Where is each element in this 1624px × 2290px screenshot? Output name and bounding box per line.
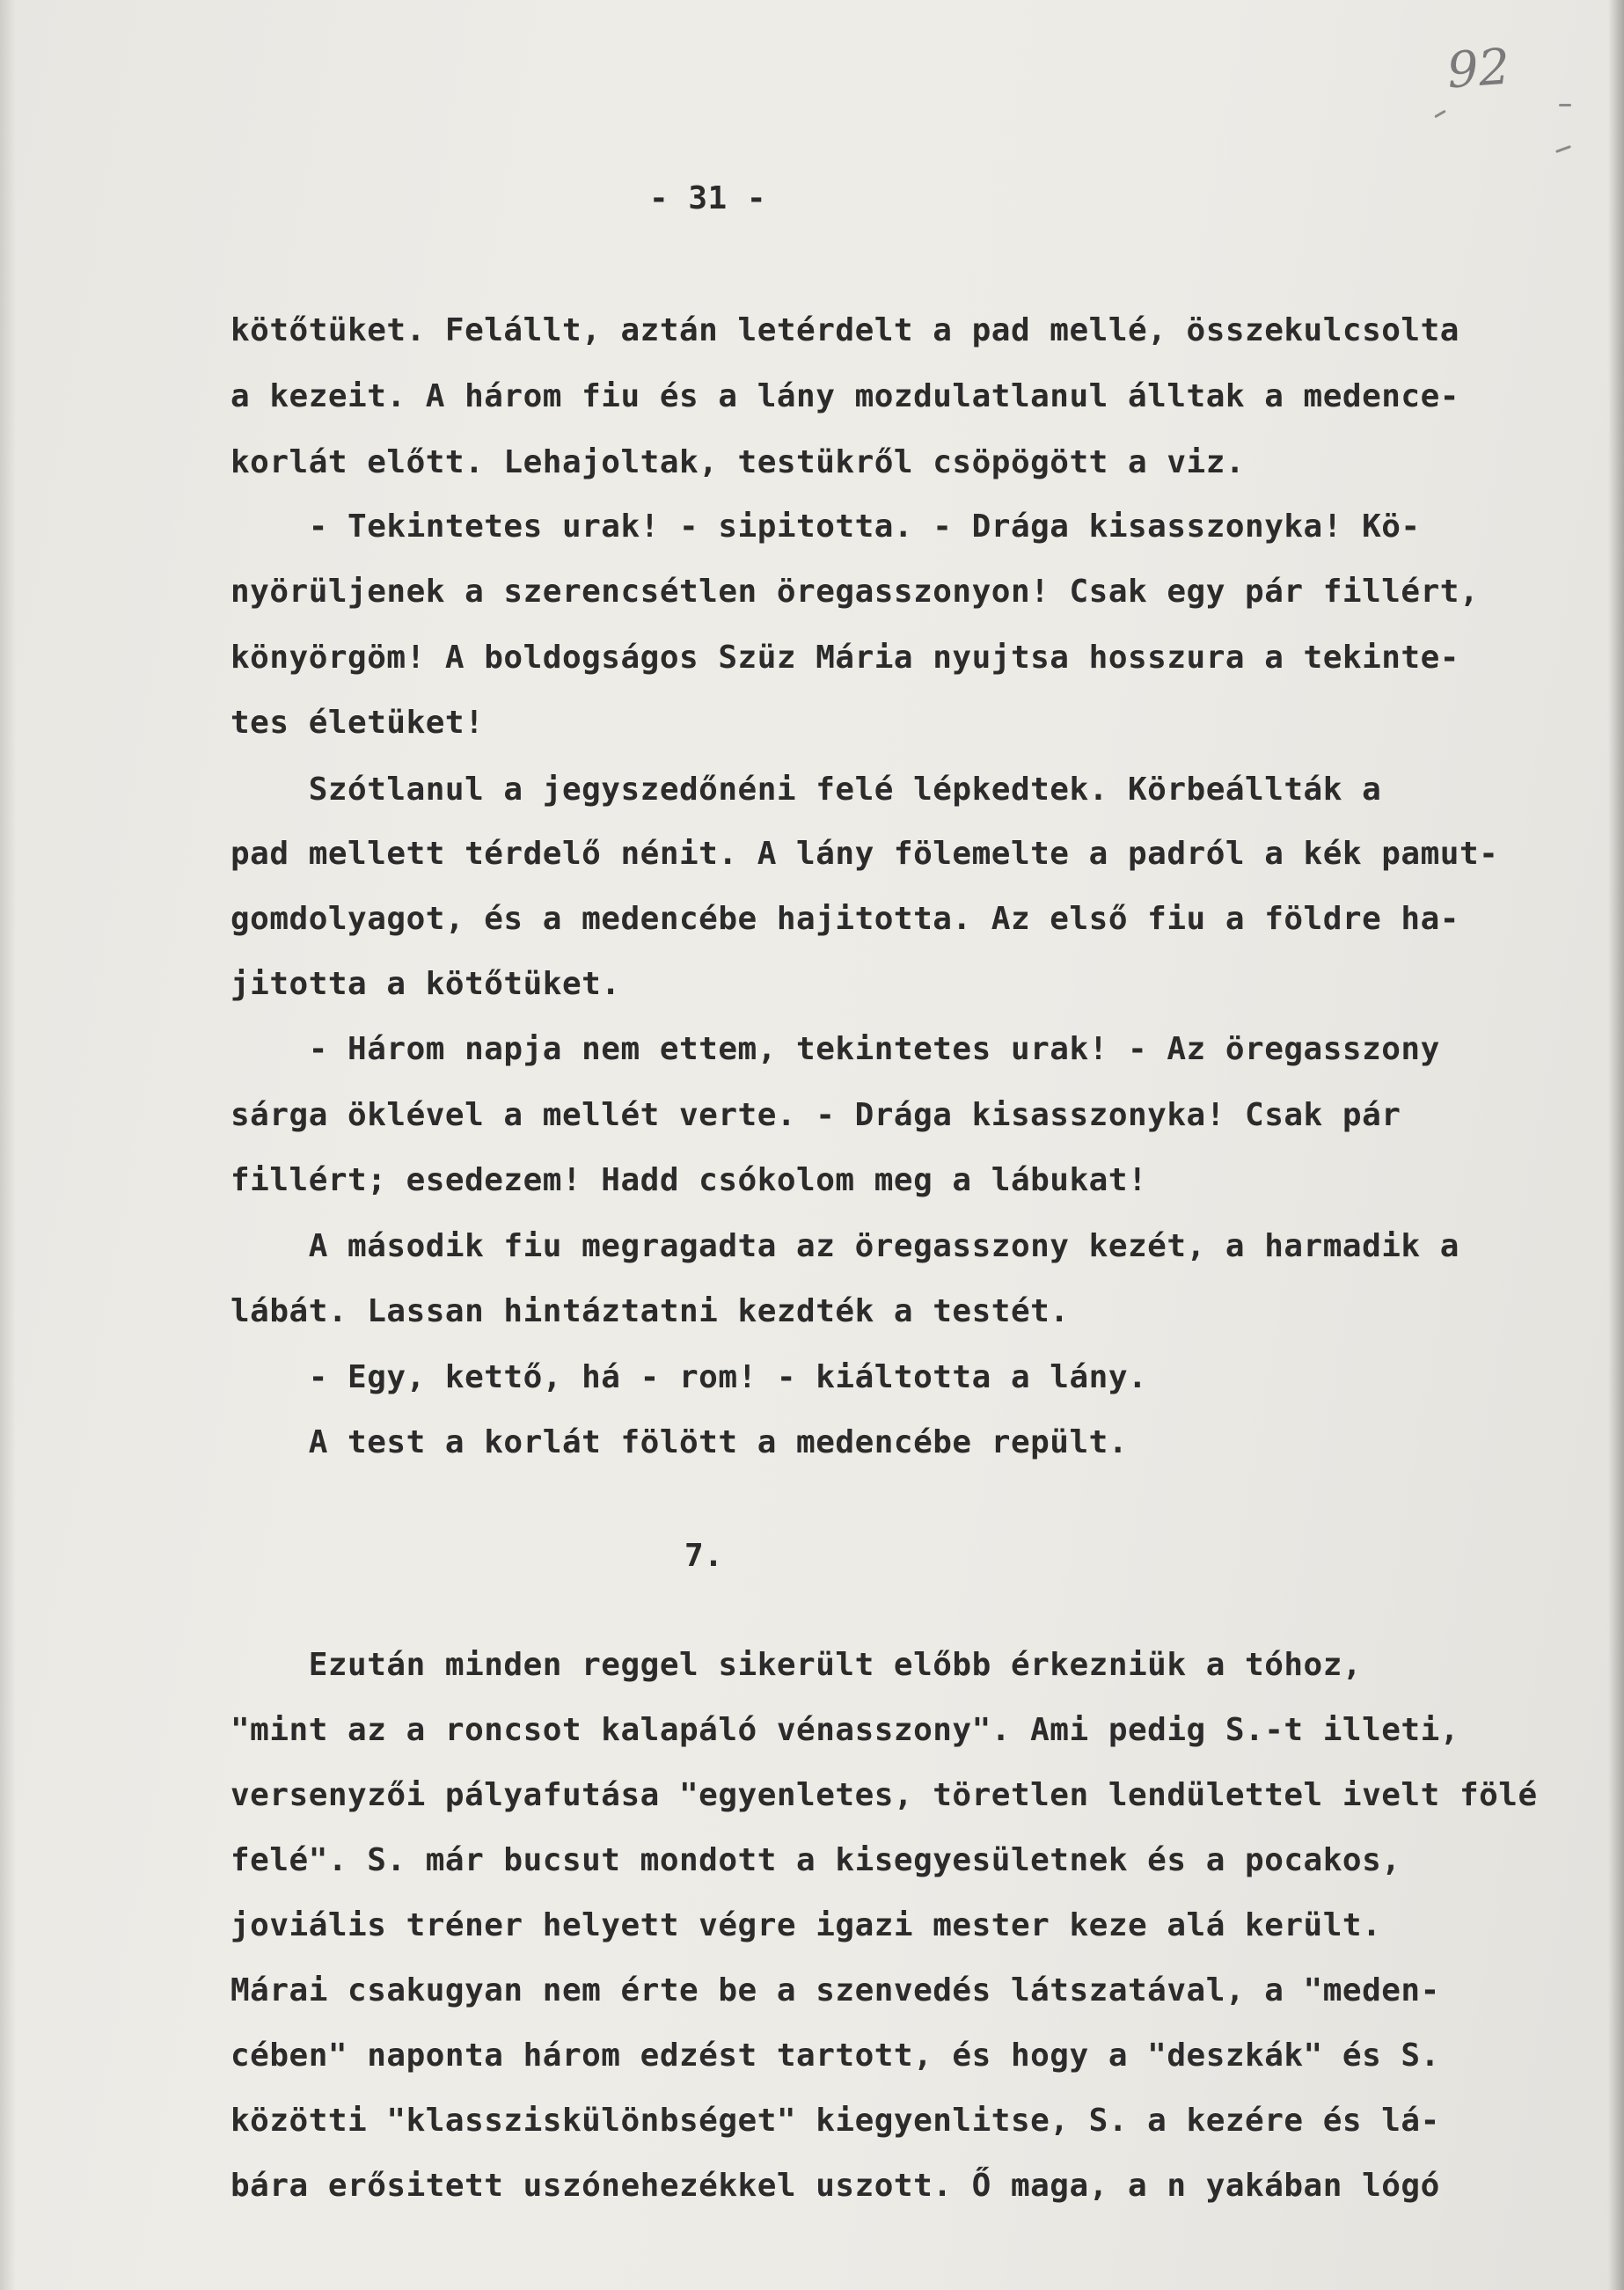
text-line: "mint az a roncsot kalapáló vénasszony". Ami pedig S.-t illeti,	[230, 1712, 1459, 1748]
page-right-edge-shadow	[1608, 0, 1624, 2290]
text-line: gomdolyagot, és a medencébe hajitotta. Az első fiu a földre ha-	[230, 901, 1459, 937]
pencil-mark	[1559, 104, 1571, 106]
text-line: közötti "klassziskülönbséget" kiegyenlitse, S. a kezére és lá-	[230, 2103, 1440, 2139]
text-line: Ezután minden reggel sikerült előbb érkezniük a tóhoz,	[230, 1647, 1363, 1683]
text-line: tes életüket!	[230, 705, 485, 741]
text-line: bára erősitett uszónehezékkel uszott. Ő maga, a n yakában lógó	[230, 2168, 1440, 2204]
text-line: jitotta a kötőtüket.	[230, 966, 621, 1002]
typed-page-number: - 31 -	[649, 180, 767, 216]
text-line: cében" naponta három edzést tartott, és hogy a "deszkák" és S.	[230, 2038, 1440, 2074]
text-line: pad mellett térdelő nénit. A lány fölemelte a padról a kék pamut-	[230, 836, 1499, 872]
text-line: - Tekintetes urak! - sipitotta. - Drága kisasszonyka! Kö-	[230, 508, 1421, 545]
pencil-mark	[1555, 145, 1571, 153]
text-line: A második fiu megragadta az öregasszony kezét, a harmadik a	[230, 1228, 1459, 1264]
text-line: könyörgöm! A boldogságos Szüz Mária nyujtsa hosszura a tekinte-	[230, 640, 1459, 676]
section-heading: 7.	[684, 1538, 724, 1574]
text-line: a kezeit. A három fiu és a lány mozdulatlanul álltak a medence-	[230, 378, 1459, 414]
pencil-mark	[1434, 110, 1446, 119]
text-line: Szótlanul a jegyszedőnéni felé lépkedtek. Körbeállták a	[230, 772, 1382, 808]
text-line: felé". S. már bucsut mondott a kisegyesületnek és a pocakos,	[230, 1842, 1401, 1878]
text-line: fillért; esedezem! Hadd csókolom meg a lábukat!	[230, 1162, 1148, 1198]
text-line: Márai csakugyan nem érte be a szenvedés látszatával, a "meden-	[230, 1972, 1440, 2008]
text-line: - Három napja nem ettem, tekintetes urak! - Az öregasszony	[230, 1031, 1440, 1067]
text-line: nyörüljenek a szerencsétlen öregasszonyon! Csak egy pár fillért,	[230, 574, 1480, 610]
text-line: lábát. Lassan hintáztatni kezdték a testét.	[230, 1293, 1070, 1329]
text-line: joviális tréner helyett végre igazi mester keze alá került.	[230, 1907, 1382, 1943]
text-line: korlát előtt. Lehajoltak, testükről csöpögött a viz.	[230, 444, 1246, 480]
text-line: A test a korlát fölött a medencébe repült.	[230, 1424, 1128, 1460]
text-line: - Egy, kettő, há - rom! - kiáltotta a lány.	[230, 1359, 1148, 1395]
handwritten-page-number: 92	[1445, 38, 1512, 100]
text-line: kötőtüket. Felállt, aztán letérdelt a pad mellé, összekulcsolta	[230, 312, 1459, 348]
page-left-edge-shadow	[0, 0, 16, 2290]
text-line: versenyzői pályafutása "egyenletes, töretlen lendülettel ivelt fölé	[230, 1777, 1538, 1813]
text-line: sárga öklével a mellét verte. - Drága kisasszonyka! Csak pár	[230, 1097, 1401, 1133]
